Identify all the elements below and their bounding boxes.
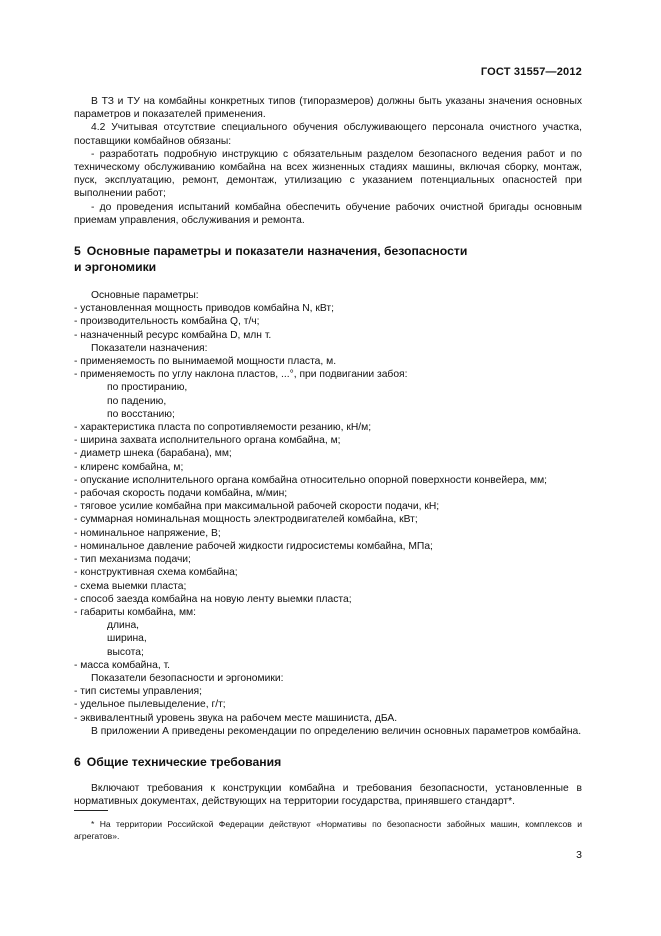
basic-param-item: - установленная мощность приводов комбайна N, кВт; — [74, 303, 334, 315]
page-number: 3 — [576, 849, 582, 861]
purpose-item: - способ заезда комбайна на новую ленту выемки пласта; — [74, 593, 352, 605]
purpose-item: - применяемость по вынимаемой мощности пласта, м. — [74, 356, 337, 368]
purpose-item: - конструктивная схема комбайна; — [74, 567, 238, 579]
purpose-item: - габариты комбайна, мм: — [74, 606, 196, 618]
purpose-item: - тип механизма подачи; — [74, 554, 191, 566]
clause-4-2-item-1: - разработать подробную инструкцию с обязательным разделом безопасного ведения работ и по техническому обслуживанию комбайна на всех жизненных стадиях машины, включая сборку, монтаж, пуск, эксплуатацию, ремонт, демонтаж, утилизацию с указанием потенциальных опасностей при выполнении работ; — [74, 148, 582, 200]
footnote-divider — [74, 810, 108, 811]
purpose-item: - схема выемки пласта; — [74, 580, 187, 592]
section-5-heading — [74, 243, 582, 275]
section-5-title-line2: и эргономики — [74, 260, 157, 275]
section-6-title: Общие технические требования — [86, 754, 282, 769]
basic-params-label: Основные параметры: — [91, 290, 199, 302]
section-5-number: 5 — [74, 244, 81, 259]
purpose-item: - номинальное давление рабочей жидкости гидросистемы комбайна, МПа; — [74, 540, 433, 552]
safety-label: Показатели безопасности и эргономики: — [91, 672, 284, 684]
purpose-item: - ширина захвата исполнительного органа комбайна, м; — [74, 435, 341, 447]
clause-4-2: 4.2 Учитывая отсутствие специального обучения обслуживающего персонала очистного участка, поставщики комбайнов обязаны: — [74, 122, 582, 147]
standard-header: ГОСТ 31557—2012 — [480, 66, 582, 78]
dimension-subitem: длина, — [107, 620, 140, 632]
footnote: * На территории Российской Федерации действуют «Нормативы по безопасности забойных машин, комплексов и агрегатов». — [74, 819, 582, 841]
purpose-item-mass: - масса комбайна, т. — [74, 659, 170, 671]
safety-item: - тип системы управления; — [74, 686, 202, 698]
intro-paragraph: В ТЗ и ТУ на комбайны конкретных типов (типоразмеров) должны быть указаны значения основных параметров и показателей применения. — [74, 96, 582, 121]
dimension-subitem: высота; — [107, 646, 144, 658]
purpose-item: - тяговое усилие комбайна при максимальной рабочей скорости подачи, кН; — [74, 501, 440, 513]
purpose-item: - диаметр шнека (барабана), мм; — [74, 448, 232, 460]
purpose-item: - номинальное напряжение, В; — [74, 527, 221, 539]
purpose-item: - характеристика пласта по сопротивляемости резанию, кН/м; — [74, 422, 372, 434]
purpose-item: - клиренс комбайна, м; — [74, 461, 184, 473]
clause-4-2-item-2: - до проведения испытаний комбайна обеспечить обучение рабочих очистной бригады основным приемам управления, обслуживания и ремонта. — [74, 201, 582, 226]
dimension-subitem: ширина, — [107, 633, 147, 645]
purpose-item-lowering: - опускание исполнительного органа комбайна относительно опорной поверхности конвейера, мм; — [74, 474, 548, 486]
basic-param-item: - назначенный ресурс комбайна D, млн т. — [74, 329, 272, 341]
section-6-heading — [74, 754, 582, 770]
purpose-item: - применяемость по углу наклона пластов, ...°, при подвигании забоя: — [74, 369, 408, 381]
appendix-note: В приложении А приведены рекомендации по определению величин основных параметров комбайна. — [91, 725, 582, 737]
basic-param-item: - производительность комбайна Q, т/ч; — [74, 316, 260, 328]
purpose-item: - суммарная номинальная мощность электродвигателей комбайна, кВт; — [74, 514, 418, 526]
safety-item: - эквивалентный уровень звука на рабочем месте машиниста, дБА. — [74, 712, 398, 724]
section-5-title-line1: Основные параметры и показатели назначения, безопасности — [86, 244, 468, 259]
document-body — [74, 95, 582, 808]
angle-subitem: по восстанию; — [107, 408, 175, 420]
angle-subitem: по падению, — [107, 395, 167, 407]
section-6-paragraph: Включают требования к конструкции комбайна и требования безопасности, установленные в нормативных документах, действующих на территории государства, принявшего стандарт*. — [74, 782, 582, 808]
section-6-number: 6 — [74, 754, 81, 769]
angle-subitem: по простиранию, — [107, 382, 188, 394]
purpose-item: - рабочая скорость подачи комбайна, м/мин; — [74, 488, 288, 500]
purpose-label: Показатели назначения: — [91, 342, 208, 354]
safety-item: - удельное пылевыделение, г/т; — [74, 699, 226, 711]
